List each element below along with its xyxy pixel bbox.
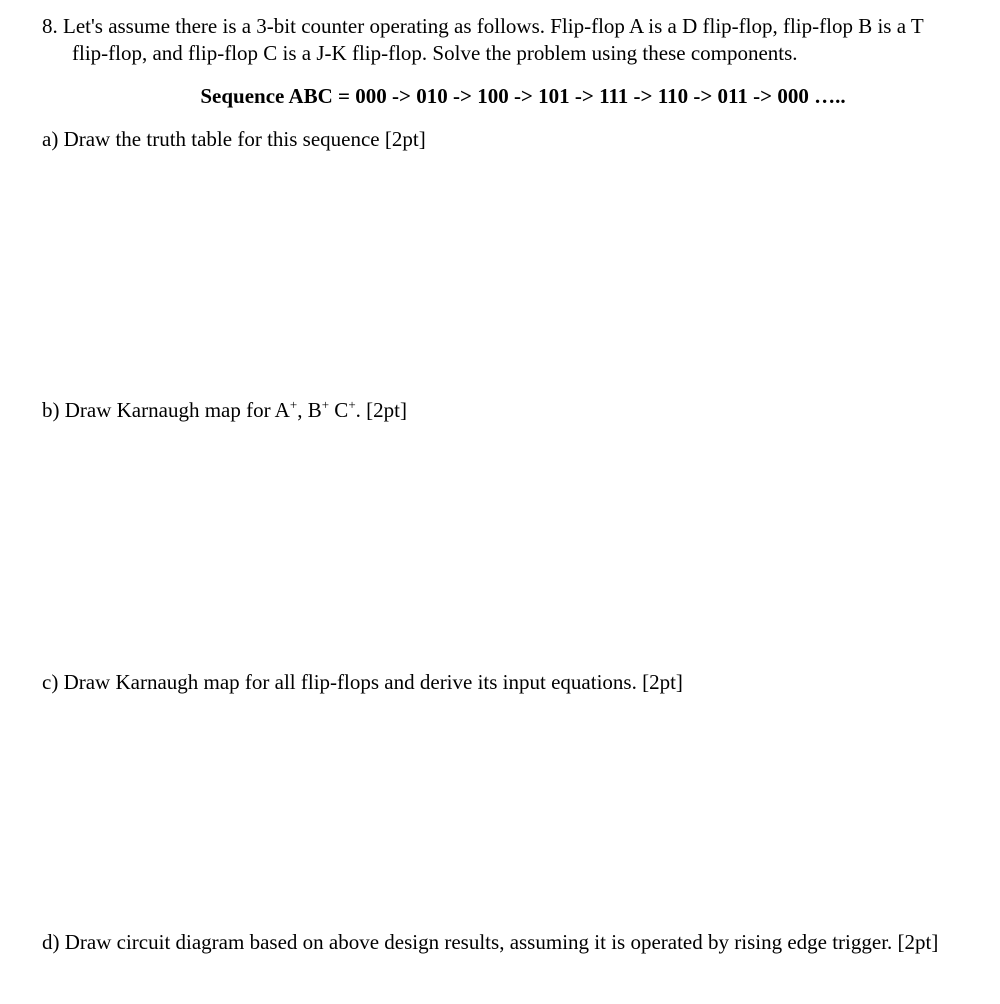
b-plus-superscript: + <box>321 397 330 412</box>
question-text-line-2: flip-flop, and flip-flop C is a J-K flip-flop. Solve the problem using these components. <box>72 41 798 65</box>
part-c-prompt: c) Draw Karnaugh map for all flip-flops and derive its input equations. [2pt] <box>42 670 683 694</box>
part-d-prompt: d) Draw circuit diagram based on above design results, assuming it is operated by rising edge trigger. [2pt] <box>42 930 939 954</box>
part-b-sep-1: , B <box>297 398 322 422</box>
part-b-suffix: . [2pt] <box>355 398 407 422</box>
question-text-line-1: 8. Let's assume there is a 3-bit counter operating as follows. Flip-flop A is a D flip-flop, flip-flop B is a T <box>42 14 924 38</box>
part-a-prompt: a) Draw the truth table for this sequence [2pt] <box>42 127 426 151</box>
part-b-prefix: b) Draw Karnaugh map for A <box>42 398 290 422</box>
part-b-prompt <box>42 397 407 423</box>
sequence-statement: Sequence ABC = 000 -> 010 -> 100 -> 101 -> 111 -> 110 -> 011 -> 000 ….. <box>200 84 846 108</box>
part-b-sep-2: C <box>329 398 349 422</box>
c-plus-superscript: + <box>348 397 356 412</box>
a-plus-superscript: + <box>289 397 298 412</box>
